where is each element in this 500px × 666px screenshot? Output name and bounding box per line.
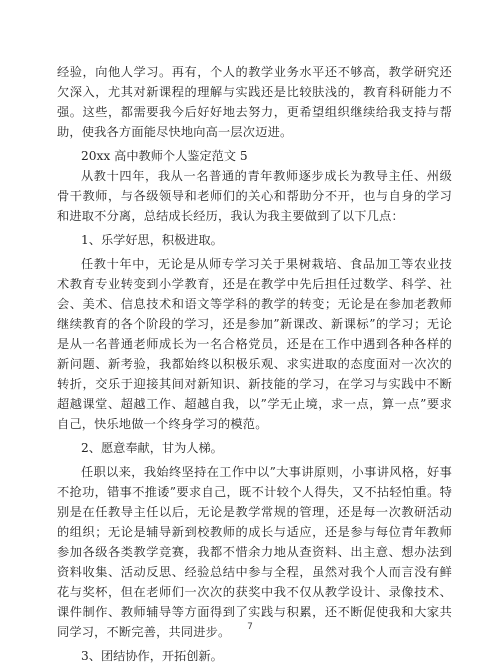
document-body — [57, 62, 452, 666]
paragraph-learning: 任教十年中，无论是从师专学习关于果树栽培、食品加工等农业技术教育专业转变到小学教育，还是在教学中先后担任过数学、科学、社会、美术、信息技术和语文等学科的教学的转变；无论是在参加老教师继续教育的各个阶段的学习，还是参加”新课改、新课标”的学习；无论是从一名普通老师成长为一名合格党员，还是在工作中遇到各种各样的新问题、新考验，我都始终以积极乐观、求实进取的态度面对一次次的转折，交乐于迎接其间对新知识、新技能的学习，在学习与实践中不断超越课堂、超越工作、超越自我，以”学无止境，求一点，算一点”要求自己，快乐地做一个终身学习的模范。 — [57, 257, 452, 431]
intro-paragraph: 经验，向他人学习。再有，个人的教学业务水平还不够高，教学研究还欠深入，尤其对新课程的理解与实践还是比较肤浅的，教育科研能力不强。这些，都需要我今后好好地去努力，更希望组织继续给我支持与帮助，使我各方面能尽快地向高一层次迈进。 — [57, 65, 452, 139]
heading-learning: 1、乐学好思，积极进取。 — [81, 233, 223, 247]
heading-dedication: 2、愿意奉献，甘为人梯。 — [81, 441, 223, 455]
paragraph-intro-growth: 从教十四年，我从一名普通的青年教师逐步成长为教导主任、州级骨干教师，与各级领导和老师们的关心和帮助分不开，也与自身的学习和进取不分离，总结成长经历，我认为我主要做到了以下几点： — [57, 169, 452, 223]
paragraph-dedication: 任职以来，我始终坚持在工作中以”大事讲原则，小事讲风格，好事不抢功，错事不推诿”要求自己，既不计较个人得失，又不拈轻怕重。特别是在任教导主任以后，无论是教学常规的管理，还是每一次教研活动的组织；无论是辅导新到校教师的成长与适应，还是参与每位青年教师参加各级各类教学竞赛，我都不惜余力地从查资料、出主意、想办法到资料收集、活动反思、经验总结中参与全程，虽然对我个人而言没有鲜花与奖杯，但在老师们一次次的获奖中我不仅从教学设计、录像技术、课件制作、教师辅导等方面得到了实践与积累，还不断促使我和大家共同学习，不断完善，共同进步。 — [57, 465, 452, 639]
heading-teamwork: 3、团结协作，开拓创新。 — [81, 649, 223, 663]
page-number: 7 — [247, 622, 253, 632]
section-title: 20xx 高中教师个人鉴定范文 5 — [81, 149, 248, 163]
